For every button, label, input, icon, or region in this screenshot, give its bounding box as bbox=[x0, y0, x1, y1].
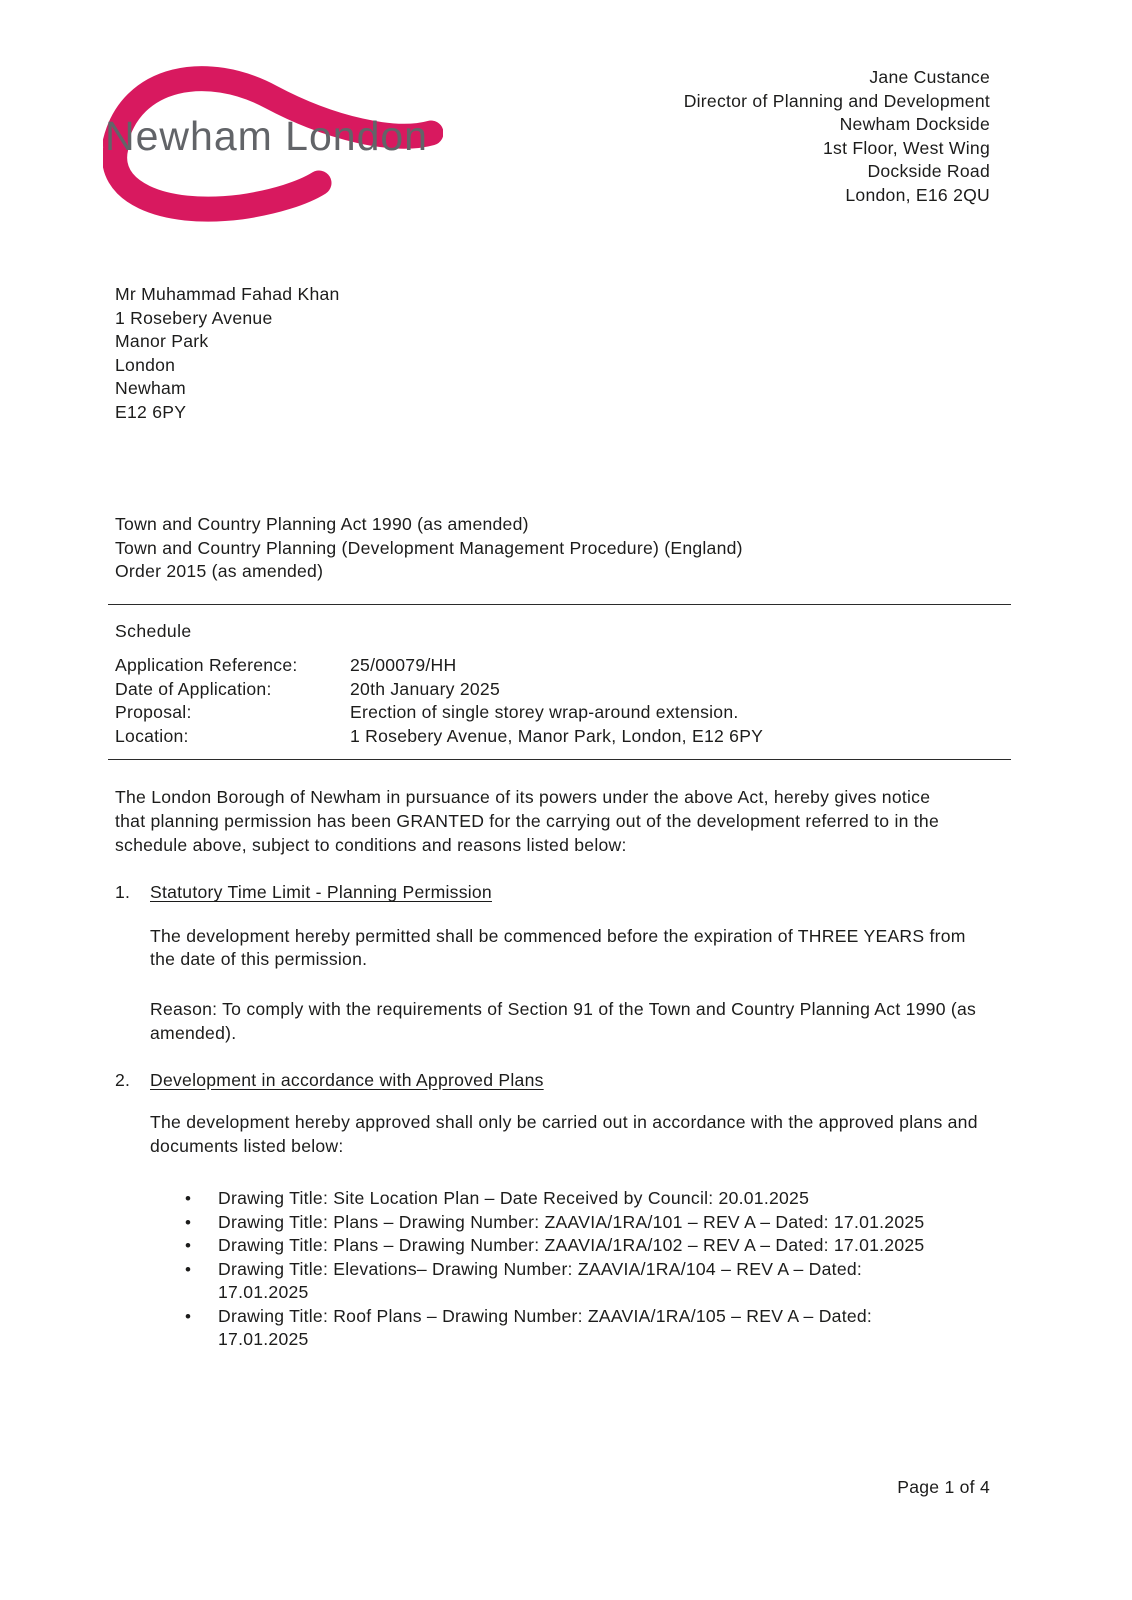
legislation-line: Order 2015 (as amended) bbox=[115, 561, 324, 582]
condition-title: Development in accordance with Approved Plans bbox=[150, 1069, 544, 1090]
recipient-line: Mr Muhammad Fahad Khan bbox=[115, 284, 340, 304]
schedule-row bbox=[115, 678, 1005, 702]
schedule-label: Application Reference: bbox=[115, 655, 298, 676]
recipient-line: London bbox=[115, 354, 176, 375]
sender-line: London, E16 2QU bbox=[845, 184, 990, 205]
condition-number: 2. bbox=[115, 1069, 131, 1090]
sender-line: 1st Floor, West Wing bbox=[823, 137, 990, 158]
sender-line: Newham Dockside bbox=[839, 114, 990, 134]
bullet-icon: • bbox=[185, 1236, 192, 1256]
drawing-entry: Drawing Title: Roof Plans – Drawing Number: ZAAVIA/1RA/105 – REV A – Dated: 17.01.2025 bbox=[218, 1305, 873, 1350]
legislation-line: Town and Country Planning (Development Management Procedure) (England) bbox=[115, 537, 743, 558]
schedule-value: 1 Rosebery Avenue, Manor Park, London, E12 6PY bbox=[350, 725, 764, 746]
schedule-row bbox=[115, 654, 1005, 678]
schedule-value: 20th January 2025 bbox=[350, 678, 500, 699]
condition-2-heading bbox=[115, 1069, 1005, 1093]
schedule-label: Location: bbox=[115, 725, 189, 746]
notice-paragraph: The London Borough of Newham in pursuance of its powers under the above Act, hereby gives notice that planning permission has been GRANTED for the carrying out of the development referred to in the schedule above, subject to conditions and reasons listed below: bbox=[115, 787, 939, 855]
drawing-entry: Drawing Title: Plans – Drawing Number: ZAAVIA/1RA/102 – REV A – Dated: 17.01.2025 bbox=[218, 1235, 925, 1256]
recipient-line: E12 6PY bbox=[115, 401, 187, 422]
bullet-icon: • bbox=[185, 1189, 192, 1209]
list-item bbox=[185, 1305, 1005, 1352]
list-item bbox=[185, 1234, 1005, 1258]
bullet-icon: • bbox=[185, 1259, 192, 1279]
sender-address-block bbox=[684, 66, 990, 227]
condition-2-paragraph: The development hereby approved shall only be carried out in accordance with the approved plans and documents listed below: bbox=[150, 1112, 978, 1156]
recipient-address-block bbox=[115, 283, 1005, 424]
list-item bbox=[185, 1258, 1005, 1305]
bullet-icon: • bbox=[185, 1212, 192, 1232]
schedule-label: Date of Application: bbox=[115, 678, 272, 699]
newham-london-logo bbox=[103, 55, 443, 227]
schedule-label: Proposal: bbox=[115, 702, 192, 723]
condition-number: 1. bbox=[115, 882, 131, 903]
condition-1-heading bbox=[115, 881, 1005, 905]
letter-header bbox=[105, 0, 1005, 227]
condition-2 bbox=[115, 1069, 1005, 1352]
bullet-icon: • bbox=[185, 1306, 192, 1326]
recipient-line: 1 Rosebery Avenue bbox=[115, 307, 273, 328]
page-number: Page 1 of 4 bbox=[897, 1477, 990, 1497]
divider-bottom bbox=[108, 759, 1011, 760]
list-item bbox=[185, 1211, 1005, 1235]
logo-wordmark: Newham London bbox=[105, 113, 428, 159]
drawing-entry: Drawing Title: Elevations– Drawing Number: ZAAVIA/1RA/104 – REV A – Dated: 17.01.2025 bbox=[218, 1258, 863, 1303]
drawing-entry: Drawing Title: Plans – Drawing Number: ZAAVIA/1RA/101 – REV A – Dated: 17.01.2025 bbox=[218, 1211, 925, 1232]
legislation-line: Town and Country Planning Act 1990 (as amended) bbox=[115, 514, 529, 534]
recipient-line: Manor Park bbox=[115, 331, 209, 351]
divider-top bbox=[108, 604, 1011, 605]
list-item bbox=[185, 1187, 1005, 1211]
sender-line: Director of Planning and Development bbox=[683, 90, 990, 111]
condition-1-paragraph: The development hereby permitted shall be commenced before the expiration of THREE YEARS from the date of this permission. bbox=[150, 925, 966, 970]
recipient-line: Newham bbox=[115, 378, 186, 398]
schedule-heading: Schedule bbox=[115, 621, 192, 642]
drawing-entry: Drawing Title: Site Location Plan – Date Received by Council: 20.01.2025 bbox=[218, 1188, 810, 1209]
condition-title: Statutory Time Limit - Planning Permission bbox=[150, 882, 492, 903]
schedule-table bbox=[115, 654, 1005, 748]
sender-line: Dockside Road bbox=[867, 161, 990, 181]
condition-1 bbox=[115, 881, 1005, 1045]
schedule-value: 25/00079/HH bbox=[350, 655, 457, 676]
schedule-row bbox=[115, 701, 1005, 725]
schedule-row bbox=[115, 725, 1005, 749]
sender-line: Jane Custance bbox=[869, 67, 990, 87]
condition-1-reason: Reason: To comply with the requirements of Section 91 of the Town and Country Planning Act 1990 (as amended). bbox=[150, 999, 977, 1043]
schedule-value: Erection of single storey wrap-around extension. bbox=[350, 702, 739, 723]
approved-plans-list bbox=[115, 1187, 1005, 1352]
legislation-block bbox=[115, 513, 1005, 584]
